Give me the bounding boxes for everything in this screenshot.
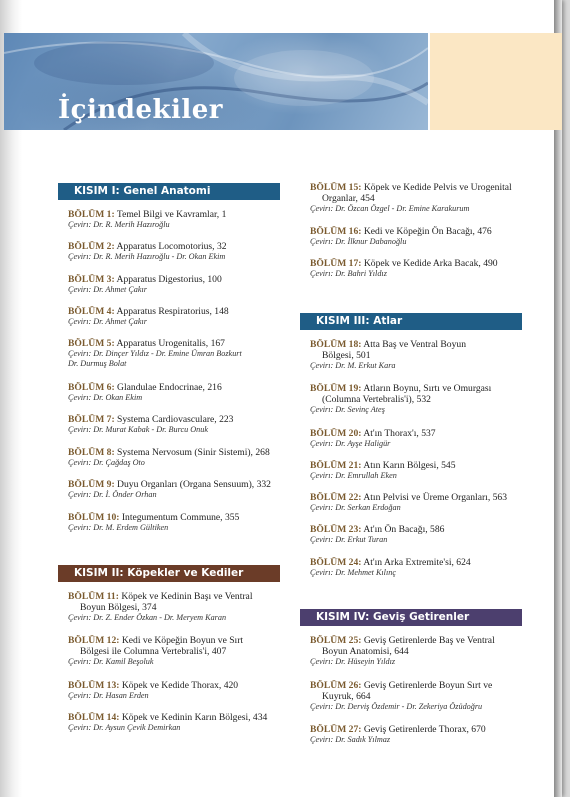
section-heading-kisim-4: KISIM IV: Geviş Getirenler — [300, 609, 522, 626]
translator: Çevirı: Dr. Ahmet Çakır — [68, 317, 147, 326]
chapter-title: Atların Boynu, Sırtı ve Omurgası — [363, 383, 492, 394]
chapter-number: BÖLÜM 11: — [68, 591, 119, 602]
toc-entry-23[interactable] — [310, 524, 522, 545]
chapter-title: Systema Cardiovasculare, 223 — [117, 414, 234, 425]
chapter-number: BÖLÜM 18: — [310, 339, 362, 350]
section-heading-kisim-2: KISIM II: Köpekler ve Kediler — [58, 565, 280, 582]
translator: Çevirı: Dr. R. Merih Hazıroğlu — [68, 220, 170, 229]
chapter-title: At'ın Ön Bacağı, 586 — [363, 524, 445, 535]
toc-entry-10[interactable] — [68, 512, 280, 533]
toc-entry-14[interactable] — [68, 712, 280, 733]
chapter-title-cont: Bölgesi, 501 — [322, 350, 371, 361]
chapter-number: BÖLÜM 19: — [310, 383, 362, 394]
toc-entry-9[interactable] — [68, 479, 280, 500]
translator: Çevirı: Dr. Özcan Özgel - Dr. Emine Karakurum — [310, 204, 470, 213]
translator: Çevirı: Dr. Sadık Yılmaz — [310, 735, 391, 744]
chapter-number: BÖLÜM 12: — [68, 635, 120, 646]
header-banner — [4, 33, 428, 130]
chapter-number: BÖLÜM 6: — [68, 382, 115, 393]
chapter-number: BÖLÜM 25: — [310, 635, 362, 646]
toc-entry-17[interactable] — [310, 258, 522, 279]
toc-entry-20[interactable] — [310, 428, 522, 449]
toc-entry-11[interactable] — [68, 591, 280, 623]
chapter-title: Integumentum Commune, 355 — [121, 512, 240, 523]
translator: Çevirı: Dr. Hüseyin Yıldız — [310, 657, 396, 666]
chapter-number: BÖLÜM 27: — [310, 724, 362, 735]
chapter-number: BÖLÜM 13: — [68, 680, 120, 691]
chapter-title: Atta Baş ve Ventral Boyun — [363, 339, 466, 350]
toc-entry-16[interactable] — [310, 226, 522, 247]
chapter-title: Duyu Organları (Organa Sensuum), 332 — [117, 479, 271, 490]
translator: Çevirı: Dr. Sevinç Ateş — [310, 405, 385, 414]
translator: Çevirı: Dr. Hasan Erden — [68, 691, 149, 700]
translator: Çevirı: Dr. Derviş Özdemir - Dr. Zekeriya Özüdoğru — [310, 702, 483, 711]
chapter-title-cont: Kuyruk, 664 — [322, 691, 371, 702]
toc-entry-18[interactable] — [310, 339, 522, 371]
translator: Çevirı: Dr. Ayşe Haligür — [310, 439, 391, 448]
chapter-number: BÖLÜM 26: — [310, 680, 362, 691]
chapter-number: BÖLÜM 16: — [310, 226, 362, 237]
chapter-number: BÖLÜM 22: — [310, 492, 362, 503]
chapter-title: Köpek ve Kedide Arka Bacak, 490 — [363, 258, 498, 269]
chapter-number: BÖLÜM 15: — [310, 182, 362, 193]
translator: Çevirı: Dr. İlknur Dabanoğlu — [310, 237, 407, 246]
chapter-number: BÖLÜM 3: — [68, 274, 115, 285]
translator: Çevirı: Dr. Z. Ender Özkan - Dr. Meryem Karan — [68, 613, 227, 622]
chapter-number: BÖLÜM 8: — [68, 447, 115, 458]
chapter-number: BÖLÜM 4: — [68, 306, 115, 317]
chapter-title: Glandulae Endocrinae, 216 — [117, 382, 222, 393]
chapter-title-cont: Bölgesi ile Columna Vertebralis'i, 407 — [80, 646, 227, 657]
chapter-title-cont: Boyun Anatomisi, 644 — [322, 646, 409, 657]
translator: Çevirı: Dr. Bahri Yıldız — [310, 269, 387, 278]
toc-entry-8[interactable] — [68, 447, 280, 468]
chapter-number: BÖLÜM 17: — [310, 258, 362, 269]
chapter-title: Apparatus Respiratorius, 148 — [116, 306, 229, 317]
section-heading-kisim-1: KISIM I: Genel Anatomi — [58, 183, 280, 200]
chapter-title: At'ın Thorax'ı, 537 — [363, 428, 436, 439]
toc-entry-25[interactable] — [310, 635, 522, 667]
chapter-title: Atın Karın Bölgesi, 545 — [363, 460, 456, 471]
toc-entry-13[interactable] — [68, 680, 280, 701]
toc-entry-1[interactable] — [68, 209, 280, 230]
chapter-title: Köpek ve Kedide Pelvis ve Urogenital — [363, 182, 512, 193]
page-title: İçindekiler — [58, 95, 224, 125]
translator: Çevirı: Dr. Kamil Beşoluk — [68, 657, 154, 666]
chapter-title: Geviş Getirenlerde Boyun Sırt ve — [363, 680, 493, 691]
chapter-number: BÖLÜM 10: — [68, 512, 120, 523]
chapter-title: Köpek ve Kedinin Karın Bölgesi, 434 — [121, 712, 268, 723]
translator: Çevirı: Dr. M. Erkut Kara — [310, 361, 396, 370]
toc-entry-26[interactable] — [310, 680, 522, 712]
toc-entry-4[interactable] — [68, 306, 280, 327]
header-accent — [430, 33, 562, 130]
chapter-title: Geviş Getirenlerde Baş ve Ventral — [363, 635, 495, 646]
toc-entry-24[interactable] — [310, 557, 522, 578]
chapter-number: BÖLÜM 21: — [310, 460, 362, 471]
chapter-title: Geviş Getirenlerde Thorax, 670 — [363, 724, 486, 735]
toc-entry-5[interactable] — [68, 338, 280, 369]
chapter-number: BÖLÜM 5: — [68, 338, 115, 349]
toc-entry-19[interactable] — [310, 383, 522, 415]
chapter-number: BÖLÜM 23: — [310, 524, 362, 535]
chapter-number: BÖLÜM 1: — [68, 209, 115, 220]
translator: Çevirı: Dr. Çağdaş Oto — [68, 458, 145, 467]
chapter-title-cont: Organlar, 454 — [322, 193, 375, 204]
chapter-title: Köpek ve Kedinin Başı ve Ventral — [121, 591, 253, 602]
chapter-number: BÖLÜM 9: — [68, 479, 115, 490]
translator: Çevirı: Dr. Dinçer Yıldız - Dr. Emine Ümran Bozkurt — [68, 349, 242, 358]
chapter-title-cont: (Columna Vertebralis'i), 532 — [322, 394, 431, 405]
translator: Çevirı: Dr. Erkut Turan — [310, 535, 388, 544]
translator: Çevirı: Dr. Murat Kabak - Dr. Burcu Onuk — [68, 425, 209, 434]
translator: Çevirı: Dr. Mehmet Kılınç — [310, 568, 396, 577]
toc-entry-7[interactable] — [68, 414, 280, 435]
chapter-number: BÖLÜM 2: — [68, 241, 115, 252]
chapter-title: Kedi ve Köpeğin Boyun ve Sırt — [121, 635, 244, 646]
section-heading-kisim-3: KISIM III: Atlar — [300, 313, 522, 330]
toc-entry-27[interactable] — [310, 724, 522, 745]
chapter-title: Kedi ve Köpeğin Ön Bacağı, 476 — [363, 226, 492, 237]
chapter-number: BÖLÜM 14: — [68, 712, 120, 723]
toc-entry-22[interactable] — [310, 492, 522, 513]
translator: Çevirı: Dr. R. Merih Hazıroğlu - Dr. Okan Ekim — [68, 252, 226, 261]
translator: Çevirı: Dr. Ahmet Çakır — [68, 285, 147, 294]
chapter-title: Köpek ve Kedide Thorax, 420 — [121, 680, 239, 691]
toc-entry-3[interactable] — [68, 274, 280, 295]
translator: Çevirı: Dr. Okan Ekim — [68, 393, 143, 402]
toc-entry-6[interactable] — [68, 382, 280, 403]
chapter-number: BÖLÜM 20: — [310, 428, 362, 439]
translator: Çevirı: Dr. Serkan Erdoğan — [310, 503, 401, 512]
chapter-title: Atın Pelvisi ve Üreme Organları, 563 — [363, 492, 508, 503]
chapter-title: Temel Bilgi ve Kavramlar, 1 — [116, 209, 227, 220]
translator: Çevirı: Dr. İ. Önder Orhan — [68, 490, 157, 499]
chapter-number: BÖLÜM 7: — [68, 414, 115, 425]
chapter-title: Apparatus Urogenitalis, 167 — [116, 338, 225, 349]
toc-entry-15[interactable] — [310, 182, 522, 214]
chapter-title: Systema Nervosum (Sinir Sistemi), 268 — [117, 447, 270, 458]
toc-entry-2[interactable] — [68, 241, 280, 262]
chapter-title: Apparatus Digestorius, 100 — [116, 274, 222, 285]
chapter-title: At'ın Arka Extremite'si, 624 — [363, 557, 471, 568]
toc-entry-12[interactable] — [68, 635, 280, 667]
translator: Çevirı: Dr. Emrullah Eken — [310, 471, 397, 480]
translator: Çevirı: Dr. Aysun Çevik Demirkan — [68, 723, 181, 732]
chapter-title-cont: Boyun Bölgesi, 374 — [80, 602, 157, 613]
translator: Çevirı: Dr. M. Erdem Gültiken — [68, 523, 169, 532]
chapter-title: Apparatus Locomotorius, 32 — [116, 241, 227, 252]
toc-entry-21[interactable] — [310, 460, 522, 481]
chapter-number: BÖLÜM 24: — [310, 557, 362, 568]
translator-cont: Dr. Durmuş Bolat — [68, 359, 127, 368]
